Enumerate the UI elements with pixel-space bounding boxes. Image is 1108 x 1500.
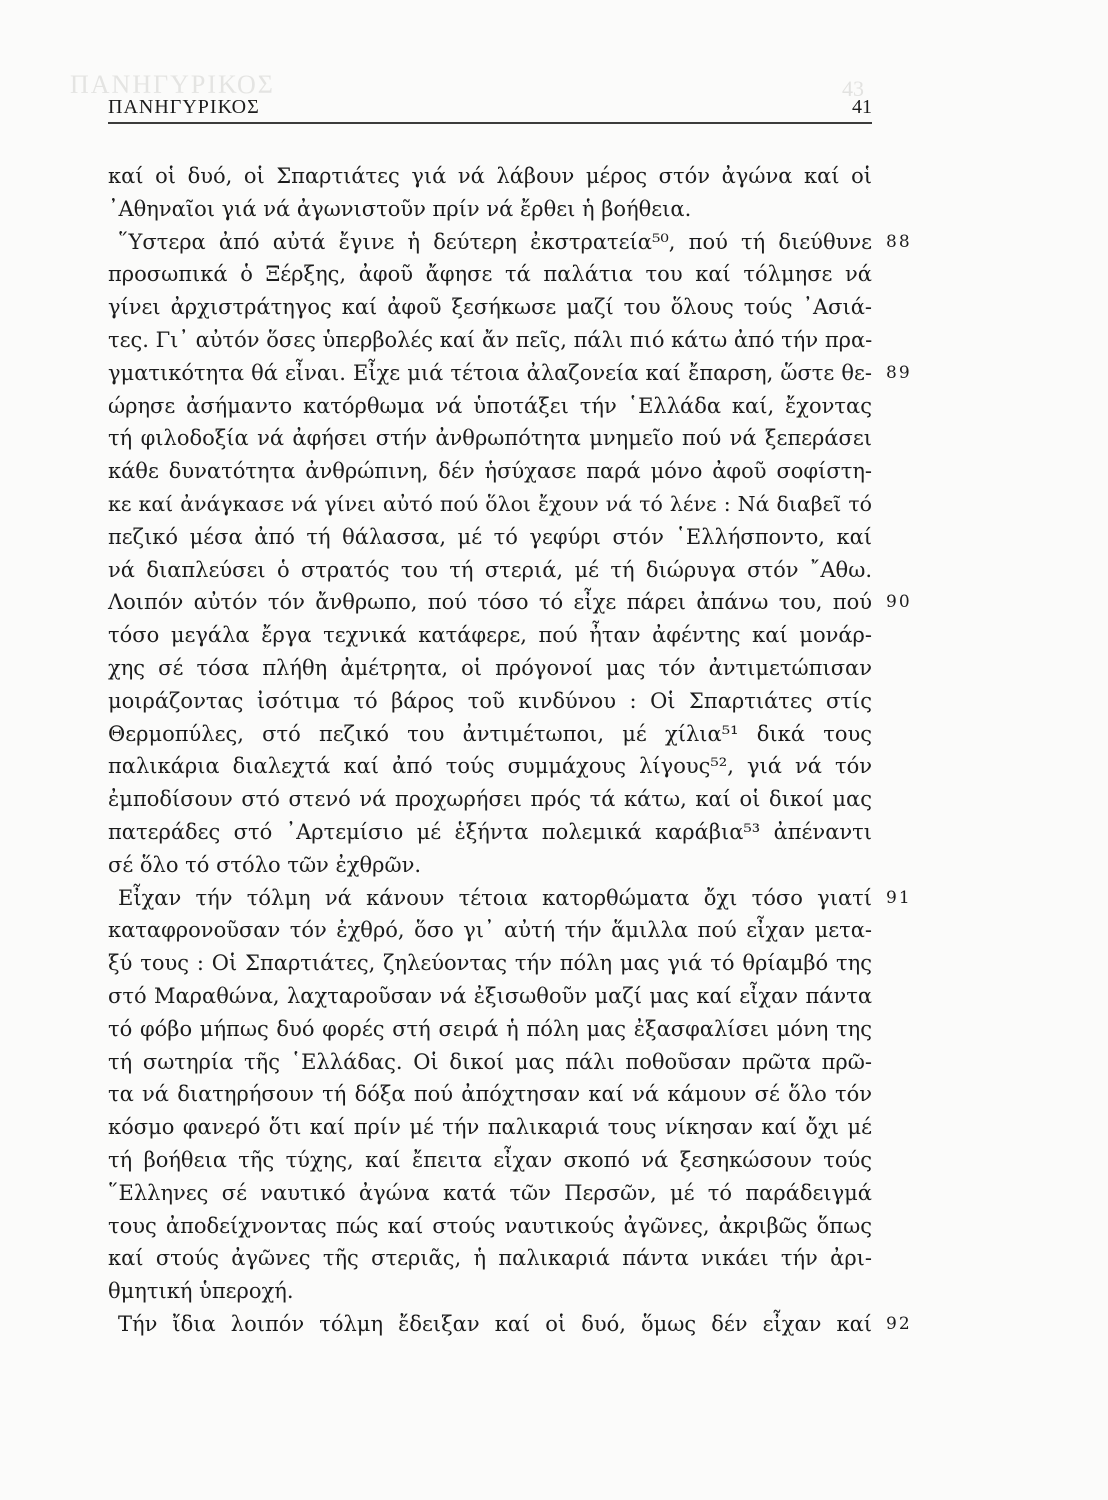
- text-line: [108, 849, 872, 882]
- text-line: [108, 718, 872, 751]
- text-line: [108, 258, 872, 291]
- text-line: [108, 980, 872, 1013]
- text-line: [108, 619, 872, 652]
- text-line: [108, 1111, 872, 1144]
- text-line-content: ῞Υστερα ἀπό αὐτά ἔγινε ἡ δεύτερη ἐκστρατεία⁵⁰, πού τή διεύθυνε: [118, 229, 872, 254]
- text-line-content: ώρησε ἀσήμαντο κατόρθωμα νά ὑποτάξει τήν ῾Ελλάδα καί, ἔχοντας: [108, 393, 872, 418]
- text-line: [108, 1308, 912, 1341]
- text-line: [108, 1078, 872, 1111]
- text-line: [108, 783, 872, 816]
- text-line-content: μοιράζοντας ἰσότιμα τό βάρος τοῦ κινδύνου : Οἱ Σπαρτιάτες στίς: [108, 688, 872, 713]
- show-through-title: ΠΑΝΗΓΥΡΙΚΟΣ: [70, 70, 275, 99]
- section-number: 91: [886, 887, 912, 908]
- section-number: 90: [886, 592, 912, 613]
- text-line-content: ἐμποδίσουν στό στενό νά προχωρήσει πρός τά κάτω, καί οἱ δικοί μας: [108, 787, 872, 812]
- text-line-content: καί οἱ δυό, οἱ Σπαρτιάτες γιά νά λάβουν μέρος στόν ἀγώνα καί οἱ: [108, 164, 872, 188]
- text-line-content: στό Μαραθώνα, λαχταροῦσαν νά ἐξισωθοῦν μαζί μας καί εἶχαν πάντα: [108, 983, 872, 1008]
- body-text: [108, 160, 912, 1341]
- text-line: [108, 455, 872, 488]
- text-line-content: καταφρονοῦσαν τόν ἐχθρό, ὅσο γι᾿ αὐτή τήν ἅμιλλα πού εἶχαν μετα-: [108, 918, 872, 943]
- text-line-content: προσωπικά ὁ Ξέρξης, ἀφοῦ ἄφησε τά παλάτια του καί τόλμησε νά: [108, 262, 872, 287]
- text-line-content: πεζικό μέσα ἀπό τή θάλασσα, μέ τό γεφύρι στόν ῾Ελλήσποντο, καί: [108, 524, 872, 549]
- section-number: 92: [886, 1313, 912, 1334]
- text-line-content: Λοιπόν αὐτόν τόν ἄνθρωπο, πού τόσο τό εἶχε πάρει ἀπάνω του, πού: [108, 590, 872, 615]
- text-line-content: τες. Γι᾿ αὐτόν ὅσες ὑπερβολές καί ἄν πεῖς, πάλι πιό κάτω ἀπό τήν πρα-: [108, 327, 873, 352]
- text-line: [108, 357, 912, 390]
- text-line: [108, 1144, 872, 1177]
- text-line: [108, 521, 872, 554]
- text-line-content: κόσμο φανερό ὅτι καί πρίν μέ τήν παλικαριά τους νίκησαν καί ὄχι μέ: [108, 1115, 872, 1140]
- text-line-content: τους ἀποδείχνοντας πώς καί στούς ναυτικούς ἀγῶνες, ἀκριβῶς ὅπως: [108, 1213, 872, 1238]
- text-line-content: Εἶχαν τήν τόλμη νά κάνουν τέτοια κατορθώματα ὄχι τόσο γιατί: [118, 885, 872, 910]
- text-line: [108, 291, 872, 324]
- text-line: [108, 1013, 872, 1046]
- text-line-content: νά διαπλεύσει ὁ στρατός του τή στεριά, μέ τή διώρυγα στόν ῎Αθω.: [108, 557, 872, 582]
- text-line-content: κάθε δυνατότητα ἀνθρώπινη, δέν ἡσύχασε παρά μόνο ἀφοῦ σοφίστη-: [108, 459, 872, 484]
- text-line: [108, 324, 872, 357]
- text-line-content: πατεράδες στό ᾿Αρτεμίσιο μέ ἑξήντα πολεμικά καράβια⁵³ ἀπέναντι: [108, 819, 872, 844]
- text-line-content: καί στούς ἀγῶνες τῆς στεριᾶς, ἡ παλικαριά πάντα νικάει τήν ἀρι-: [108, 1246, 872, 1271]
- text-line-content: σέ ὅλο τό στόλο τῶν ἐχθρῶν.: [108, 852, 422, 877]
- text-line: [108, 488, 872, 521]
- text-line-content: τή βοήθεια τῆς τύχης, καί ἔπειτα εἶχαν σκοπό νά ξεσηκώσουν τούς: [108, 1147, 872, 1172]
- text-line: [108, 554, 872, 587]
- text-line: [108, 1242, 872, 1275]
- text-line: [108, 882, 912, 915]
- text-line: [108, 685, 872, 718]
- text-line: [108, 914, 872, 947]
- text-line: [108, 1046, 872, 1079]
- text-line: [108, 586, 912, 619]
- text-line-content: γίνει ἀρχιστράτηγος καί ἀφοῦ ξεσήκωσε μαζί του ὅλους τούς ᾿Ασιά-: [108, 295, 872, 320]
- section-number: 88: [886, 231, 912, 252]
- page-number: 41: [852, 96, 872, 118]
- text-line-content: τή φιλοδοξία νά ἀφήσει στήν ἀνθρωπότητα μνημεῖο πού νά ξεπεράσει: [108, 426, 872, 451]
- text-line: [108, 422, 872, 455]
- text-line: [108, 226, 912, 259]
- text-line-content: Θερμοπύλες, στό πεζικό του ἀντιμέτωποι, μέ χίλια⁵¹ δικά τους: [108, 721, 872, 746]
- text-line: [108, 193, 872, 226]
- text-line: [108, 390, 872, 423]
- section-number: 89: [886, 362, 912, 383]
- text-line: [108, 816, 872, 849]
- text-line-content: τα νά διατηρήσουν τή δόξα πού ἀπόχτησαν καί νά κάμουν σέ ὅλο τόν: [108, 1082, 872, 1107]
- text-line-content: χης σέ τόσα πλήθη ἀμέτρητα, οἱ πρόγονοί μας τόν ἀντιμετώπισαν: [108, 655, 872, 680]
- text-line: [108, 1275, 872, 1308]
- text-line: [108, 1177, 872, 1210]
- text-line: [108, 652, 872, 685]
- running-title: ΠΑΝΗΓΥΡΙΚΟΣ: [108, 96, 260, 118]
- text-line: [108, 750, 872, 783]
- text-line: [108, 947, 872, 980]
- text-line-content: θμητική ὑπεροχή.: [108, 1279, 294, 1304]
- text-line-content: ῞Ελληνες σέ ναυτικό ἀγώνα κατά τῶν Περσῶν, μέ τό παράδειγμά: [108, 1180, 872, 1205]
- show-through-page-number: 43: [842, 76, 864, 101]
- page-header: [108, 94, 872, 124]
- text-line-content: τό φόβο μήπως δυό φορές στή σειρά ἡ πόλη μας ἐξασφαλίσει μόνη της: [108, 1016, 872, 1041]
- text-line-content: τή σωτηρία τῆς ῾Ελλάδας. Οἱ δικοί μας πάλι ποθοῦσαν πρῶτα πρῶ-: [108, 1049, 872, 1074]
- text-line-content: Τήν ἴδια λοιπόν τόλμη ἔδειξαν καί οἱ δυό, ὅμως δέν εἶχαν καί: [118, 1311, 872, 1336]
- text-line-content: ᾿Αθηναῖοι γιά νά ἀγωνιστοῦν πρίν νά ἔρθει ἡ βοήθεια.: [108, 196, 692, 221]
- text-line: [108, 1210, 872, 1243]
- text-line-content: κε καί ἀνάγκασε νά γίνει αὐτό πού ὅλοι ἔχουν νά τό λένε : Νά διαβεῖ τό: [108, 491, 872, 516]
- text-line-content: ξύ τους : Οἱ Σπαρτιάτες, ζηλεύοντας τήν πόλη μας γιά τό θρίαμβό της: [108, 951, 872, 976]
- text-line-content: γματικότητα θά εἶναι. Εἶχε μιά τέτοια ἀλαζονεία καί ἔπαρση, ὥστε θε-: [108, 360, 872, 385]
- text-line-content: τόσο μεγάλα ἔργα τεχνικά κατάφερε, πού ἦταν ἀφέντης καί μονάρ-: [108, 623, 872, 648]
- text-line: [108, 160, 872, 193]
- text-line-content: παλικάρια διαλεχτά καί ἀπό τούς συμμάχους λίγους⁵², γιά νά τόν: [108, 754, 872, 779]
